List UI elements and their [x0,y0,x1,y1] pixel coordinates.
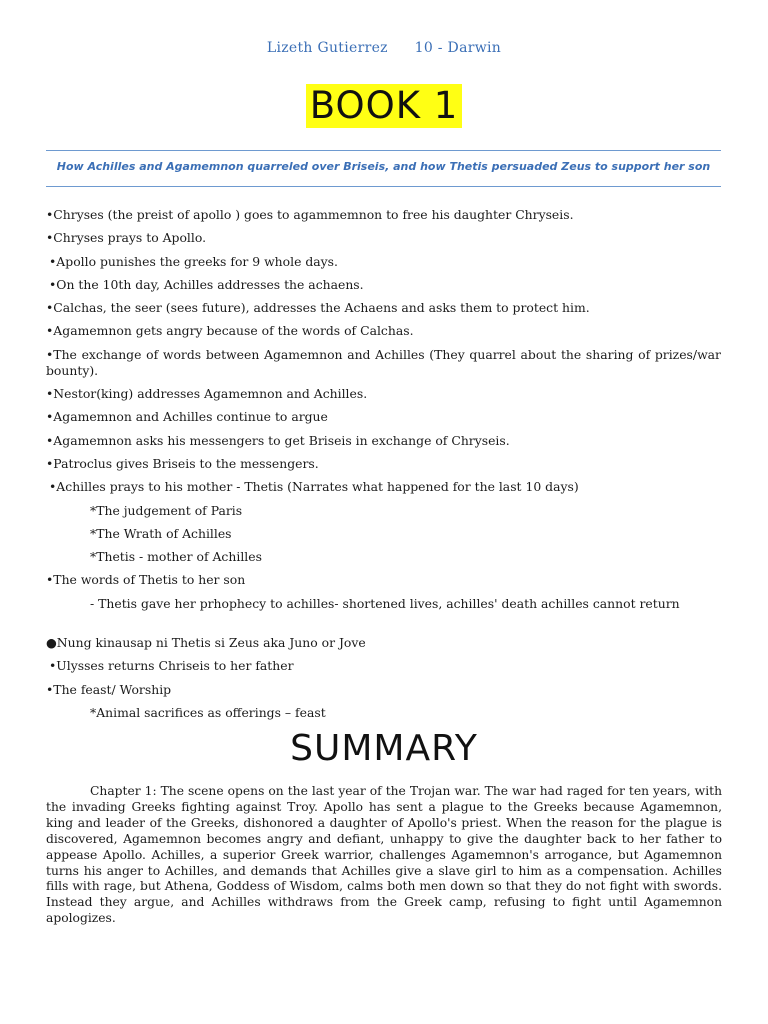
bullet-item: •On the 10th day, Achilles addresses the achaens. [49,276,364,292]
bullet-item: •Agamemnon gets angry because of the words of Calchas. [46,323,414,339]
bottom-divider [46,186,721,187]
bullet-item: •Chryses prays to Apollo. [46,230,207,246]
class-section: 10 - Darwin [414,40,502,56]
bullet-item: •Ulysses returns Chriseis to her father [49,658,294,674]
bullet-item: •Apollo punishes the greeks for 9 whole days. [49,253,338,269]
document-header [0,40,768,56]
bullet-item: •Agamemnon and Achilles continue to argue [46,409,328,425]
sub-item: *Thetis - mother of Achilles [90,549,262,565]
book-title: BOOK 1 [306,84,463,128]
bullet-item: •Patroclus gives Briseis to the messengers. [46,455,319,471]
bullet-item: •Agamemnon asks his messengers to get Briseis in exchange of Chryseis. [46,432,510,448]
sub-item: *Animal sacrifices as offerings – feast [90,704,326,720]
top-divider [46,150,721,151]
summary-heading: SUMMARY [290,728,478,769]
bullet-item: •The words of Thetis to her son [46,572,246,588]
author-name: Lizeth Gutierrez [266,40,388,56]
bullet-item: •The exchange of words between Agamemnon and Achilles (They quarrel about the sharing of prizes/war bounty). [46,346,721,378]
title-container [0,84,768,128]
bullet-item: •Achilles prays to his mother - Thetis (Narrates what happened for the last 10 days) [49,479,579,495]
bullet-item: •Chryses (the preist of apollo ) goes to agammemnon to free his daughter Chryseis. [46,207,574,222]
sub-item: - Thetis gave her prhophecy to achilles- shortened lives, achilles' death achilles cannot return [90,595,680,611]
bullet-item: •The feast/ Worship [46,681,172,697]
book-subtitle: How Achilles and Agamemnon quarreled over Briseis, and how Thetis persuaded Zeus to support her son [56,160,711,173]
bullet-list [46,207,721,728]
bullet-item: •Calchas, the seer (sees future), addresses the Achaens and asks them to protect him. [46,300,590,316]
bullet-item: •Nestor(king) addresses Agamemnon and Achilles. [46,386,368,402]
sub-item: *The judgement of Paris [90,502,243,518]
sub-item: *The Wrath of Achilles [90,525,232,541]
summary-paragraph: Chapter 1: The scene opens on the last year of the Trojan war. The war had raged for ten years, with the invading Greeks fighting against Troy. Apollo has sent a plague to the Greeks because Agamemnon, king and leader of the Greeks, dishonored a daughter of Apollo's priest. When the reason for the plague is discovered, Agamemnon becomes angry and defiant, unhappy to give the daughter back to her father to appease Apollo. Achilles, a superior Greek warrior, challenges Agamemnon's arrogance, but Agamemnon turns his anger to Achilles, and demands that Achilles give a slave girl to him as a compensation. Achilles fills with rage, but Athena, Goddess of Wisdom, calms both men down so that they do not fight with swords. Instead they argue, and Achilles withdraws from the Greek camp, refusing to fight until Agamemnon apologizes. [46,784,722,926]
bullet-item: ●Nung kinausap ni Thetis si Zeus aka Juno or Jove [46,635,366,651]
